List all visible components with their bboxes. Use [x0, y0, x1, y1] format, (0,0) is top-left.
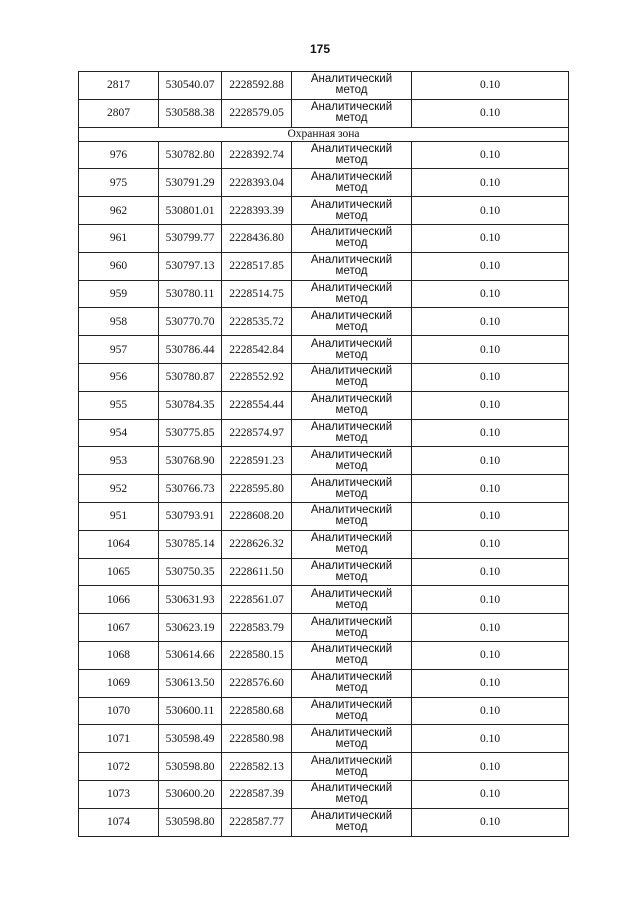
method-cell: [292, 614, 412, 642]
method-line-2: метод: [335, 181, 368, 194]
table-row: [79, 502, 569, 530]
point-id-cell: 1068: [79, 641, 159, 669]
method-line-1: Аналитический: [310, 448, 393, 461]
method-line-2: метод: [335, 682, 368, 695]
method-cell: [292, 697, 412, 725]
point-id-cell: 959: [79, 280, 159, 308]
y-coordinate-cell: 2228592.88: [222, 72, 292, 100]
method-line-2: метод: [335, 570, 368, 583]
y-coordinate-cell: 2228542.84: [222, 336, 292, 364]
x-coordinate-cell: 530780.87: [159, 363, 222, 391]
method-line-2: метод: [335, 821, 368, 834]
accuracy-cell: 0.10: [412, 753, 569, 781]
method-line-2: метод: [335, 793, 368, 806]
method-line-1: Аналитический: [310, 698, 393, 711]
method-line-2: метод: [335, 487, 368, 500]
method-cell: [292, 586, 412, 614]
method-cell: [292, 808, 412, 836]
coordinates-table: [78, 71, 569, 837]
method-line-1: Аналитический: [310, 309, 393, 322]
coordinates-table-body: [79, 72, 569, 837]
y-coordinate-cell: 2228580.15: [222, 641, 292, 669]
method-line-1: Аналитический: [310, 671, 393, 684]
point-id-cell: 954: [79, 419, 159, 447]
y-coordinate-cell: 2228561.07: [222, 586, 292, 614]
x-coordinate-cell: 530801.01: [159, 197, 222, 225]
method-line-1: Аналитический: [310, 476, 393, 489]
x-coordinate-cell: 530793.91: [159, 502, 222, 530]
y-coordinate-cell: 2228626.32: [222, 530, 292, 558]
y-coordinate-cell: 2228579.05: [222, 99, 292, 127]
x-coordinate-cell: 530614.66: [159, 641, 222, 669]
table-row: [79, 308, 569, 336]
method-line-1: Аналитический: [310, 142, 393, 155]
y-coordinate-cell: 2228517.85: [222, 252, 292, 280]
method-line-1: Аналитический: [310, 254, 393, 267]
table-row: [79, 586, 569, 614]
method-line-2: метод: [335, 84, 368, 97]
table-row: [79, 641, 569, 669]
method-cell: [292, 669, 412, 697]
point-id-cell: 958: [79, 308, 159, 336]
point-id-cell: 1069: [79, 669, 159, 697]
method-line-2: метод: [335, 709, 368, 722]
method-cell: [292, 725, 412, 753]
accuracy-cell: 0.10: [412, 224, 569, 252]
point-id-cell: 962: [79, 197, 159, 225]
method-line-1: Аналитический: [310, 73, 393, 86]
table-row: [79, 99, 569, 127]
accuracy-cell: 0.10: [412, 363, 569, 391]
table-row: [79, 447, 569, 475]
method-line-1: Аналитический: [310, 101, 393, 114]
point-id-cell: 1064: [79, 530, 159, 558]
method-line-2: метод: [335, 459, 368, 472]
y-coordinate-cell: 2228582.13: [222, 753, 292, 781]
accuracy-cell: 0.10: [412, 391, 569, 419]
method-line-2: метод: [335, 431, 368, 444]
x-coordinate-cell: 530588.38: [159, 99, 222, 127]
accuracy-cell: 0.10: [412, 308, 569, 336]
method-line-1: Аналитический: [310, 504, 393, 517]
method-cell: [292, 252, 412, 280]
x-coordinate-cell: 530631.93: [159, 586, 222, 614]
point-id-cell: 1070: [79, 697, 159, 725]
table-row: [79, 558, 569, 586]
table-row: [79, 614, 569, 642]
table-row: [79, 280, 569, 308]
accuracy-cell: 0.10: [412, 614, 569, 642]
accuracy-cell: 0.10: [412, 697, 569, 725]
method-cell: [292, 447, 412, 475]
page-number: 175: [309, 42, 331, 56]
table-row: [79, 336, 569, 364]
accuracy-cell: 0.10: [412, 641, 569, 669]
x-coordinate-cell: 530791.29: [159, 169, 222, 197]
method-cell: [292, 197, 412, 225]
y-coordinate-cell: 2228591.23: [222, 447, 292, 475]
x-coordinate-cell: 530797.13: [159, 252, 222, 280]
table-row: [79, 753, 569, 781]
y-coordinate-cell: 2228552.92: [222, 363, 292, 391]
point-id-cell: 951: [79, 502, 159, 530]
y-coordinate-cell: 2228393.04: [222, 169, 292, 197]
method-line-1: Аналитический: [310, 198, 393, 211]
accuracy-cell: 0.10: [412, 141, 569, 169]
x-coordinate-cell: 530786.44: [159, 336, 222, 364]
point-id-cell: 960: [79, 252, 159, 280]
x-coordinate-cell: 530770.70: [159, 308, 222, 336]
method-cell: [292, 641, 412, 669]
point-id-cell: 961: [79, 224, 159, 252]
x-coordinate-cell: 530600.11: [159, 697, 222, 725]
y-coordinate-cell: 2228576.60: [222, 669, 292, 697]
table-row: [79, 475, 569, 503]
method-line-1: Аналитический: [310, 281, 393, 294]
method-line-1: Аналитический: [310, 559, 393, 572]
accuracy-cell: 0.10: [412, 252, 569, 280]
section-title: Охранная зона: [79, 127, 569, 141]
x-coordinate-cell: 530598.49: [159, 725, 222, 753]
point-id-cell: 956: [79, 363, 159, 391]
method-cell: [292, 475, 412, 503]
point-id-cell: 1074: [79, 808, 159, 836]
method-line-1: Аналитический: [310, 810, 393, 823]
method-line-1: Аналитический: [310, 726, 393, 739]
y-coordinate-cell: 2228595.80: [222, 475, 292, 503]
method-line-2: метод: [335, 543, 368, 556]
x-coordinate-cell: 530784.35: [159, 391, 222, 419]
x-coordinate-cell: 530540.07: [159, 72, 222, 100]
y-coordinate-cell: 2228436.80: [222, 224, 292, 252]
point-id-cell: 1073: [79, 780, 159, 808]
accuracy-cell: 0.10: [412, 336, 569, 364]
y-coordinate-cell: 2228583.79: [222, 614, 292, 642]
method-line-1: Аналитический: [310, 226, 393, 239]
point-id-cell: 2817: [79, 72, 159, 100]
accuracy-cell: 0.10: [412, 419, 569, 447]
method-line-2: метод: [335, 320, 368, 333]
method-line-2: метод: [335, 292, 368, 305]
x-coordinate-cell: 530766.73: [159, 475, 222, 503]
point-id-cell: 955: [79, 391, 159, 419]
method-line-2: метод: [335, 515, 368, 528]
method-cell: [292, 99, 412, 127]
y-coordinate-cell: 2228608.20: [222, 502, 292, 530]
accuracy-cell: 0.10: [412, 169, 569, 197]
table-row: [79, 72, 569, 100]
method-line-2: метод: [335, 626, 368, 639]
y-coordinate-cell: 2228554.44: [222, 391, 292, 419]
method-line-2: метод: [335, 237, 368, 250]
method-line-1: Аналитический: [310, 643, 393, 656]
table-row: [79, 725, 569, 753]
method-cell: [292, 141, 412, 169]
method-cell: [292, 419, 412, 447]
table-row: [79, 197, 569, 225]
method-line-2: метод: [335, 376, 368, 389]
table-row: [79, 669, 569, 697]
method-line-1: Аналитический: [310, 365, 393, 378]
point-id-cell: 1071: [79, 725, 159, 753]
y-coordinate-cell: 2228393.39: [222, 197, 292, 225]
method-cell: [292, 502, 412, 530]
y-coordinate-cell: 2228580.68: [222, 697, 292, 725]
x-coordinate-cell: 530598.80: [159, 808, 222, 836]
point-id-cell: 957: [79, 336, 159, 364]
table-row: [79, 141, 569, 169]
accuracy-cell: 0.10: [412, 725, 569, 753]
method-cell: [292, 336, 412, 364]
method-line-1: Аналитический: [310, 587, 393, 600]
x-coordinate-cell: 530598.80: [159, 753, 222, 781]
method-line-1: Аналитический: [310, 615, 393, 628]
accuracy-cell: 0.10: [412, 586, 569, 614]
accuracy-cell: 0.10: [412, 99, 569, 127]
method-line-2: метод: [335, 112, 368, 125]
y-coordinate-cell: 2228611.50: [222, 558, 292, 586]
method-cell: [292, 780, 412, 808]
table-row: [79, 697, 569, 725]
method-line-2: метод: [335, 654, 368, 667]
x-coordinate-cell: 530623.19: [159, 614, 222, 642]
method-cell: [292, 363, 412, 391]
method-line-1: Аналитический: [310, 420, 393, 433]
table-row: [79, 419, 569, 447]
method-line-1: Аналитический: [310, 782, 393, 795]
x-coordinate-cell: 530768.90: [159, 447, 222, 475]
accuracy-cell: 0.10: [412, 558, 569, 586]
table-row: [79, 252, 569, 280]
x-coordinate-cell: 530600.20: [159, 780, 222, 808]
x-coordinate-cell: 530775.85: [159, 419, 222, 447]
y-coordinate-cell: 2228587.77: [222, 808, 292, 836]
point-id-cell: 952: [79, 475, 159, 503]
method-cell: [292, 169, 412, 197]
method-line-2: метод: [335, 765, 368, 778]
table-row: [79, 169, 569, 197]
method-cell: [292, 530, 412, 558]
method-cell: [292, 308, 412, 336]
method-line-2: метод: [335, 404, 368, 417]
y-coordinate-cell: 2228392.74: [222, 141, 292, 169]
point-id-cell: 1072: [79, 753, 159, 781]
method-cell: [292, 558, 412, 586]
method-line-1: Аналитический: [310, 170, 393, 183]
y-coordinate-cell: 2228574.97: [222, 419, 292, 447]
method-line-1: Аналитический: [310, 393, 393, 406]
table-row: [79, 363, 569, 391]
accuracy-cell: 0.10: [412, 780, 569, 808]
method-line-1: Аналитический: [310, 754, 393, 767]
method-cell: [292, 280, 412, 308]
method-line-2: метод: [335, 598, 368, 611]
point-id-cell: 2807: [79, 99, 159, 127]
table-row: [79, 530, 569, 558]
method-cell: [292, 72, 412, 100]
accuracy-cell: 0.10: [412, 808, 569, 836]
method-cell: [292, 753, 412, 781]
section-row: [79, 127, 569, 141]
y-coordinate-cell: 2228514.75: [222, 280, 292, 308]
y-coordinate-cell: 2228580.98: [222, 725, 292, 753]
x-coordinate-cell: 530613.50: [159, 669, 222, 697]
x-coordinate-cell: 530780.11: [159, 280, 222, 308]
x-coordinate-cell: 530750.35: [159, 558, 222, 586]
table-row: [79, 808, 569, 836]
method-cell: [292, 391, 412, 419]
point-id-cell: 1065: [79, 558, 159, 586]
point-id-cell: 1066: [79, 586, 159, 614]
point-id-cell: 953: [79, 447, 159, 475]
method-line-1: Аналитический: [310, 532, 393, 545]
accuracy-cell: 0.10: [412, 530, 569, 558]
accuracy-cell: 0.10: [412, 197, 569, 225]
accuracy-cell: 0.10: [412, 72, 569, 100]
accuracy-cell: 0.10: [412, 502, 569, 530]
method-line-2: метод: [335, 153, 368, 166]
accuracy-cell: 0.10: [412, 447, 569, 475]
table-row: [79, 224, 569, 252]
method-line-2: метод: [335, 737, 368, 750]
point-id-cell: 975: [79, 169, 159, 197]
method-line-1: Аналитический: [310, 337, 393, 350]
accuracy-cell: 0.10: [412, 280, 569, 308]
method-cell: [292, 224, 412, 252]
point-id-cell: 976: [79, 141, 159, 169]
method-line-2: метод: [335, 348, 368, 361]
method-line-2: метод: [335, 265, 368, 278]
x-coordinate-cell: 530782.80: [159, 141, 222, 169]
table-row: [79, 780, 569, 808]
table-row: [79, 391, 569, 419]
x-coordinate-cell: 530785.14: [159, 530, 222, 558]
accuracy-cell: 0.10: [412, 669, 569, 697]
method-line-2: метод: [335, 209, 368, 222]
y-coordinate-cell: 2228587.39: [222, 780, 292, 808]
accuracy-cell: 0.10: [412, 475, 569, 503]
point-id-cell: 1067: [79, 614, 159, 642]
x-coordinate-cell: 530799.77: [159, 224, 222, 252]
y-coordinate-cell: 2228535.72: [222, 308, 292, 336]
